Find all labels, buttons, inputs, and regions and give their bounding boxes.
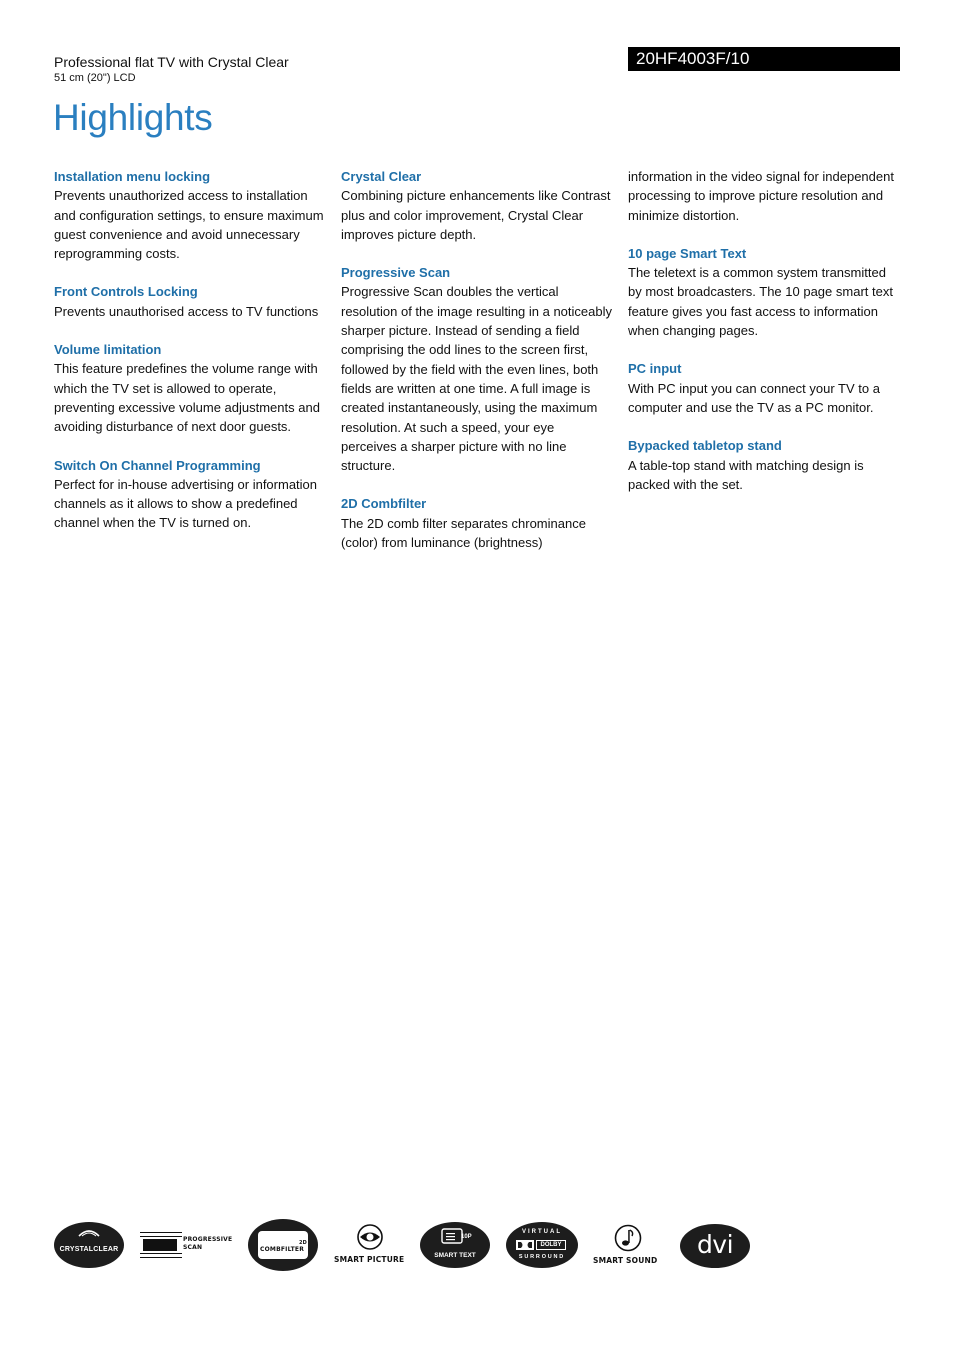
feature-column-1 [54, 167, 326, 552]
feature-title: Crystal Clear [341, 169, 422, 184]
crystal-clear-text: CRYSTALCLEAR [59, 1246, 119, 1253]
feature-text: With PC input you can connect your TV to a computer and use the TV as a PC monitor. [628, 380, 880, 415]
feature-text: This feature predefines the volume range with which the TV set is allowed to operate, preventing excessive volume adjustments and avoiding disturbance of next door guests. [54, 361, 320, 435]
feature-title: Installation menu locking [54, 169, 211, 184]
feature-item [54, 456, 326, 533]
eye-icon [355, 1224, 385, 1250]
dolby-double-d-icon [516, 1240, 534, 1250]
feature-column-2 [341, 167, 613, 571]
feature-item [341, 494, 613, 552]
scan-text: SCAN [183, 1244, 203, 1251]
feature-logos-row [54, 1218, 774, 1274]
feature-item [54, 340, 326, 436]
smart-text-label: SMART TEXT [434, 1252, 476, 1259]
feature-item [54, 167, 326, 263]
surround-text: SURROUND [518, 1254, 566, 1260]
smart-sound-text: SMART SOUND [593, 1256, 658, 1265]
dvi-text: dvi [696, 1230, 734, 1259]
smart-text-10p-text: 10P [461, 1234, 472, 1240]
feature-item [628, 244, 900, 340]
feature-title: PC input [628, 361, 682, 377]
feature-text: Prevents unauthorised access to TV functions [54, 303, 319, 319]
feature-item [628, 436, 900, 494]
feature-title: Progressive Scan [341, 265, 451, 281]
feature-column-3 [628, 167, 900, 513]
feature-title: Volume limitation [54, 342, 162, 358]
progressive-scan-logo [140, 1230, 234, 1260]
combfilter-2d-text: 2D [299, 1240, 308, 1246]
combfilter-logo [248, 1219, 318, 1271]
progressive-scan-icon [140, 1230, 182, 1260]
feature-text: The teletext is a common system transmitted by most broadcasters. The 10 page smart text feature gives you fast access to information when changing pages. [628, 265, 893, 339]
feature-text-continuation: information in the video signal for independent processing to improve picture resolution and minimize distortion. [628, 169, 894, 223]
virtual-text: VIRTUAL [522, 1229, 562, 1235]
model-number-badge [628, 47, 900, 71]
feature-title: Front Controls Locking [54, 284, 198, 300]
feature-title: Bypacked tabletop stand [628, 438, 782, 454]
progressive-text: PROGRESSIVE [183, 1236, 233, 1243]
dvi-logo [680, 1224, 750, 1268]
feature-item [54, 282, 326, 321]
feature-text: The 2D comb filter separates chrominance (color) from luminance (brightness) [341, 515, 586, 551]
smart-text-logo [420, 1222, 490, 1268]
music-note-icon [613, 1224, 643, 1252]
feature-text: A table-top stand with matching design is packed with the set. [628, 457, 864, 492]
feature-title: Switch On Channel Programming [54, 457, 261, 473]
feature-text: Perfect for in-house advertising or information channels as it allows to show a predefined channel when the TV is turned on. [54, 476, 318, 531]
product-title: Professional flat TV with Crystal Clear [54, 54, 289, 70]
feature-text: Combining picture enhancements like Contrast plus and color improvement, Crystal Clear improves picture depth. [341, 188, 611, 242]
product-size: 51 cm (20") LCD [54, 72, 136, 84]
crystal-eye-icon [77, 1228, 101, 1240]
crystal-clear-logo [54, 1222, 124, 1268]
page-heading: Highlights [53, 97, 213, 138]
dolby-text: DOLBY [536, 1240, 566, 1250]
smart-picture-text: SMART PICTURE [334, 1255, 405, 1264]
virtual-dolby-surround-logo [506, 1222, 578, 1268]
feature-title: 2D Combfilter [341, 496, 427, 512]
feature-item [341, 263, 613, 475]
combfilter-text: COMBFILTER [260, 1246, 305, 1253]
feature-item [628, 359, 900, 417]
smart-sound-logo [590, 1224, 668, 1268]
feature-text: Prevents unauthorized access to installation and configuration settings, to ensure maximum guest convenience and avoid unnecessary reprogramming costs. [54, 188, 324, 262]
smart-picture-logo [332, 1224, 410, 1268]
feature-title: 10 page Smart Text [628, 245, 747, 261]
feature-text: Progressive Scan doubles the vertical resolution of the image resulting in a noticeably sharper picture. Instead of sending a field comprising the odd lines to the screen first, followed by the field with the even lines, both fields are written at one time. A full image is created instantaneously, using the maximum resolution. At such a speed, your eye perceives a sharper picture with no line structure. [341, 284, 612, 474]
feature-item [341, 167, 613, 244]
smart-text-screen-icon [441, 1228, 463, 1244]
model-number: 20HF4003F/10 [636, 49, 750, 68]
